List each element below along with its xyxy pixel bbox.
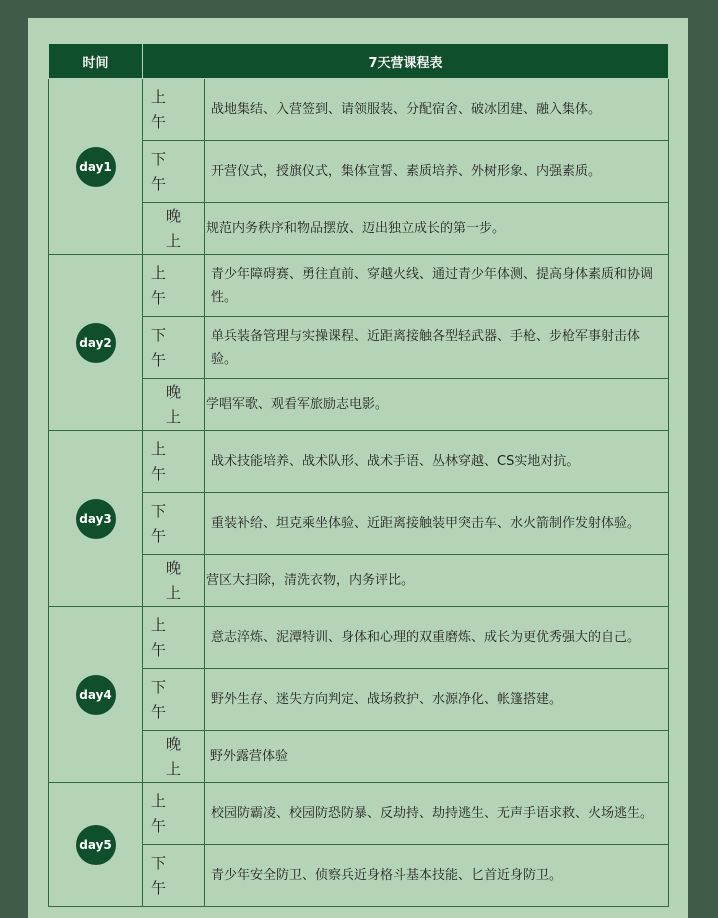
period-pm: 下午 (143, 141, 205, 203)
table-header-row (49, 44, 669, 79)
table-row (49, 607, 669, 669)
period-eve: 晚上 (143, 731, 205, 783)
activity-am: 校园防霸凌、校园防恐防暴、反劫持、劫持逃生、无声手语求救、火场逃生。 (205, 783, 669, 845)
day-cell (49, 79, 143, 255)
header-title: 7天营课程表 (143, 44, 669, 79)
header-time: 时间 (49, 44, 143, 79)
period-am: 上午 (143, 607, 205, 669)
period-pm: 下午 (143, 845, 205, 907)
activity-pm: 单兵装备管理与实操课程、近距离接触各型轻武器、手枪、步枪军事射击体验。 (205, 317, 669, 379)
activity-eve: 规范内务秩序和物品摆放、迈出独立成长的第一步。 (205, 203, 669, 255)
period-pm: 下午 (143, 493, 205, 555)
activity-am: 战术技能培养、战术队形、战术手语、丛林穿越、CS实地对抗。 (205, 431, 669, 493)
table-row (49, 255, 669, 317)
schedule-table (48, 43, 669, 907)
period-pm: 下午 (143, 669, 205, 731)
period-eve: 晚上 (143, 379, 205, 431)
period-am: 上午 (143, 783, 205, 845)
day-cell (49, 431, 143, 607)
activity-pm: 开营仪式，授旗仪式，集体宣誓、素质培养、外树形象、内强素质。 (205, 141, 669, 203)
period-am: 上午 (143, 79, 205, 141)
table-row (49, 79, 669, 141)
period-eve: 晚上 (143, 203, 205, 255)
day-cell (49, 607, 143, 783)
day-cell (49, 255, 143, 431)
period-eve: 晚上 (143, 555, 205, 607)
activity-pm: 野外生存、迷失方向判定、战场救护、水源净化、帐篷搭建。 (205, 669, 669, 731)
activity-eve: 营区大扫除，清洗衣物，内务评比。 (205, 555, 669, 607)
activity-am: 青少年障碍赛、勇往直前、穿越火线、通过青少年体测、提高身体素质和协调性。 (205, 255, 669, 317)
period-am: 上午 (143, 431, 205, 493)
day-badge: day1 (76, 147, 116, 187)
day-badge: day3 (76, 499, 116, 539)
activity-am: 战地集结、入营签到、请领服装、分配宿舍、破冰团建、融入集体。 (205, 79, 669, 141)
activity-eve: 野外露营体验 (205, 731, 669, 783)
day-badge: day5 (76, 825, 116, 865)
schedule-card (28, 18, 688, 918)
table-row (49, 431, 669, 493)
day-badge: day4 (76, 675, 116, 715)
table-row (49, 783, 669, 845)
day-badge: day2 (76, 323, 116, 363)
activity-am: 意志淬炼、泥潭特训、身体和心理的双重磨炼、成长为更优秀强大的自己。 (205, 607, 669, 669)
activity-pm: 重装补给、坦克乘坐体验、近距离接触装甲突击车、水火箭制作发射体验。 (205, 493, 669, 555)
period-am: 上午 (143, 255, 205, 317)
activity-eve: 学唱军歌、观看军旅励志电影。 (205, 379, 669, 431)
activity-pm: 青少年安全防卫、侦察兵近身格斗基本技能、匕首近身防卫。 (205, 845, 669, 907)
day-cell (49, 783, 143, 907)
period-pm: 下午 (143, 317, 205, 379)
